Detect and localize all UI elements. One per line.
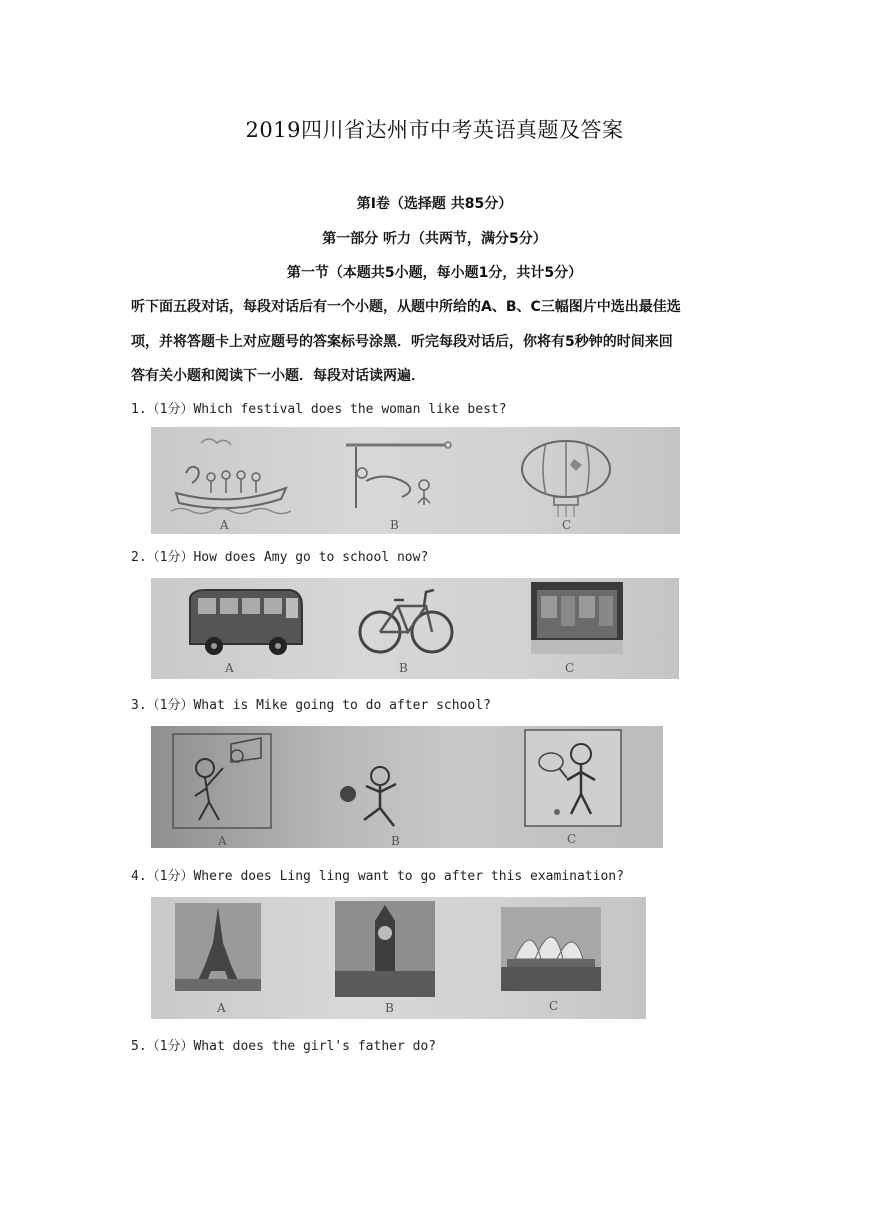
big-ben-icon — [335, 901, 435, 997]
volume-heading: 第Ⅰ卷（选择题 共85分） — [356, 196, 513, 212]
tennis-player-icon — [523, 728, 623, 838]
dragon-boat-icon — [171, 433, 291, 519]
page-title: 2019四川省达州市中考英语真题及答案 — [245, 118, 624, 142]
kite-flying-icon — [336, 433, 456, 519]
option-label-a: A — [220, 518, 229, 532]
option-label-a: A — [225, 661, 234, 675]
question-3-pictures — [151, 726, 663, 848]
section-heading: 第一节（本题共5小题，每小题1分，共计5分） — [286, 265, 583, 281]
basketball-player-icon — [171, 730, 275, 834]
question-1: 1.（1分）Which festival does the woman like best? — [131, 402, 507, 417]
instruction-line-2: 项，并将答题卡上对应题号的答案标号涂黑．听完每段对话后，你将有5秒钟的时间来回 — [131, 334, 673, 350]
option-label-c: C — [565, 661, 575, 675]
option-label-b: B — [390, 518, 399, 532]
bicycle-icon — [356, 582, 456, 658]
question-1-pictures — [151, 427, 680, 534]
option-label-c: C — [562, 518, 572, 532]
question-3: 3.（1分）What is Mike going to do after school? — [131, 698, 491, 713]
option-label-b: B — [391, 834, 400, 848]
question-2: 2.（1分）How does Amy go to school now? — [131, 550, 429, 565]
option-label-a: A — [217, 1001, 226, 1015]
question-2-pictures — [151, 578, 679, 679]
option-label-b: B — [385, 1001, 394, 1015]
eiffel-tower-icon — [175, 903, 261, 991]
option-label-b: B — [399, 661, 408, 675]
subway-train-icon — [531, 582, 623, 654]
sydney-opera-house-icon — [501, 907, 601, 991]
option-label-a: A — [218, 834, 227, 848]
soccer-player-icon — [336, 746, 416, 836]
question-4-pictures — [151, 897, 646, 1019]
option-label-c: C — [567, 832, 577, 846]
option-label-c: C — [549, 999, 559, 1013]
part-heading: 第一部分 听力（共两节，满分5分） — [322, 231, 547, 247]
question-5: 5.（1分）What does the girl's father do? — [131, 1039, 437, 1054]
bus-icon — [186, 586, 306, 658]
instruction-line-3: 答有关小题和阅读下一小题．每段对话读两遍． — [131, 368, 425, 384]
lantern-icon — [516, 431, 616, 519]
question-4: 4.（1分）Where does Ling ling want to go after this examination? — [131, 869, 624, 884]
instruction-line-1: 听下面五段对话，每段对话后有一个小题，从题中所给的A、B、C三幅图片中选出最佳选 — [131, 299, 681, 315]
